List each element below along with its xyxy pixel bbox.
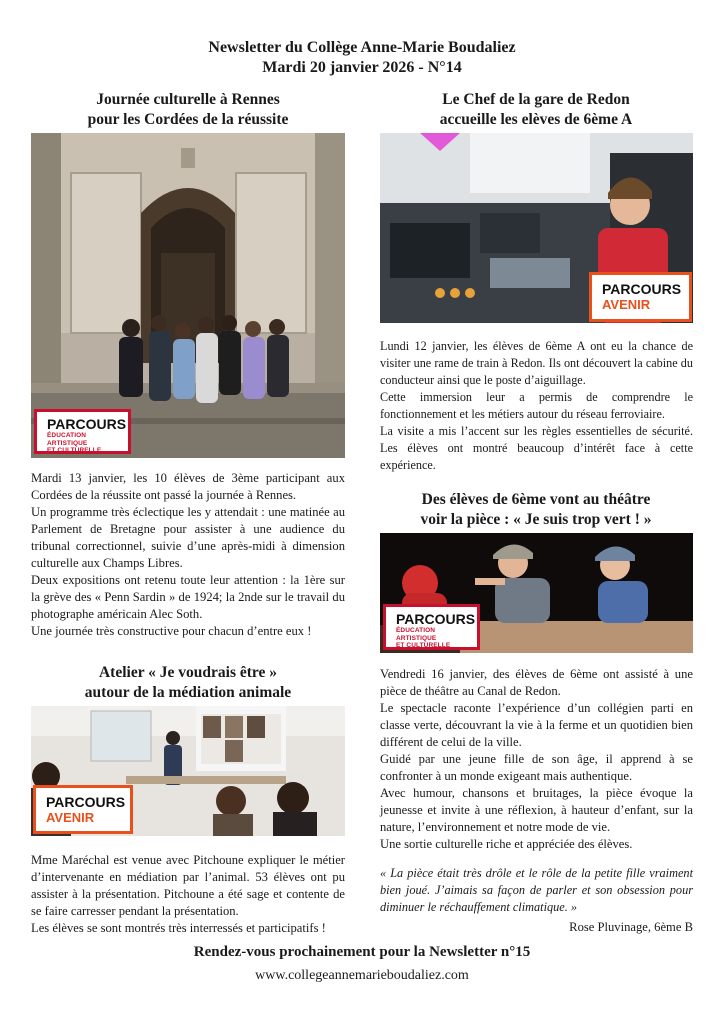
article-paragraph: Guidé par une jeune fille de son âge, il apprend à se confronter à un monde exigeant mais authentique. [380, 752, 693, 783]
badge-sublabel: AVENIR [46, 810, 95, 825]
article-paragraph: Lundi 12 janvier, les élèves de 6ème A ont eu la chance de visiter une rame de train à Redon. Ils ont découvert la cabine du conducteur ainsi que le poste d’aiguillage. [380, 339, 693, 387]
article-title-line: accueille les elèves de 6ème A [439, 111, 633, 128]
article-paragraph: La visite a mis l’accent sur les règles essentielles de sécurité. Les élèves ont montré beaucoup d’intérêt face à cette expérience. [380, 424, 693, 472]
article-title-line: autour de la médiation animale [84, 684, 292, 701]
article-title-line: Le Chef de la gare de Redon [442, 91, 630, 108]
footer-website-link[interactable]: www.collegeannemarieboudaliez.com [255, 968, 469, 983]
badge-sublabel: AVENIR [602, 297, 651, 312]
article-theatre-body [380, 666, 693, 853]
article-paragraph: Un programme très éclectique les y attendait : une matinée au Parlement de Bretagne pour assister à une audience du tribunal correctionnel, suivie d’une après-midi à dimension culturelle aux Champs Libres. [31, 505, 345, 570]
article-gare-body [380, 338, 693, 474]
article-atelier-body [31, 852, 345, 937]
article-title-line: pour les Cordées de la réussite [87, 111, 289, 128]
newsletter-header [0, 38, 724, 78]
article-title-line: Journée culturelle à Rennes [96, 91, 280, 108]
article-paragraph: Le spectacle raconte l’expérience d’un collégien parti en classe verte, découvrant la vie à la ferme et un quotidien bien différent de celui de la ville. [380, 701, 693, 749]
article-theatre-title [378, 490, 694, 530]
article-title-line: voir la pièce : « Je suis trop vert ! » [420, 511, 652, 528]
parcours-badge-avenir [33, 785, 133, 834]
badge-sublabel: ET CULTURELLE [396, 642, 451, 649]
badge-label: PARCOURS [46, 794, 126, 810]
student-quote: « La pièce était très drôle et le rôle de la petite fille vraiment bien joué. J’aimais sa façon de parler et son obsession pour diminuer le réchauffement climatique. » [380, 866, 693, 914]
article-paragraph: Mme Maréchal est venue avec Pitchoune expliquer le métier d’intervenante en médiation par l’animal. 53 élèves ont pu assister à la présentation. Pitchoune a été sage et contente de se faire carresser pendant la présentation. [31, 853, 345, 918]
parcours-badge-avenir [589, 272, 692, 322]
article-rennes-body [31, 470, 345, 640]
article-paragraph: Les élèves se sont montrés très interressés et participatifs ! [31, 921, 326, 935]
newsletter-title: Newsletter du Collège Anne-Marie Boudaliez [208, 39, 516, 56]
article-title-line: Des élèves de 6ème vont au théâtre [421, 491, 651, 508]
badge-label: PARCOURS [396, 611, 476, 627]
parcours-badge-artistique [383, 604, 480, 650]
badge-label: PARCOURS [47, 416, 127, 432]
badge-sublabel: ÉDUCATION ARTISTIQUE [47, 432, 88, 447]
article-paragraph: Vendredi 16 janvier, des élèves de 6ème ont assisté à une pièce de théâtre au Canal de Redon. [380, 667, 693, 698]
article-atelier-title [30, 663, 346, 703]
article-paragraph: Une journée très constructive pour chacun d’entre eux ! [31, 624, 312, 638]
article-title-line: Atelier « Je voudrais être » [98, 664, 278, 681]
article-paragraph: Deux expositions ont retenu toute leur attention : la 1ère sur la grève des « Penn Sardin » de 1924; la 2nde sur le travail du photographe américain Alec Soth. [31, 573, 345, 621]
article-paragraph: Avec humour, chansons et bruitages, la pièce évoque la jeunesse et invite à une réflexion, à hauteur d’enfant, sur la nature, l’environnement et notre mode de vie. [380, 786, 693, 834]
quote-signature: Rose Pluvinage, 6ème B [569, 920, 693, 934]
article-rennes-title [30, 90, 346, 130]
badge-sublabel: ET CULTURELLE [47, 447, 102, 454]
newsletter-date: Mardi 20 janvier 2026 - N°14 [262, 59, 462, 76]
badge-sublabel: ÉDUCATION ARTISTIQUE [396, 627, 437, 642]
parcours-badge-artistique [34, 409, 131, 454]
article-paragraph: Cette immersion leur a permis de comprendre le fonctionnement et les métiers autour du réseau ferroviaire. [380, 390, 693, 421]
badge-label: PARCOURS [602, 281, 682, 297]
article-gare-title [378, 90, 694, 130]
footer-next-issue: Rendez-vous prochainement pour la Newsletter n°15 [193, 944, 531, 960]
article-paragraph: Une sortie culturelle riche et appréciée des élèves. [380, 837, 633, 851]
article-paragraph: Mardi 13 janvier, les 10 élèves de 3ème participant aux Cordées de la réussite ont passé la journée à Rennes. [31, 471, 345, 502]
